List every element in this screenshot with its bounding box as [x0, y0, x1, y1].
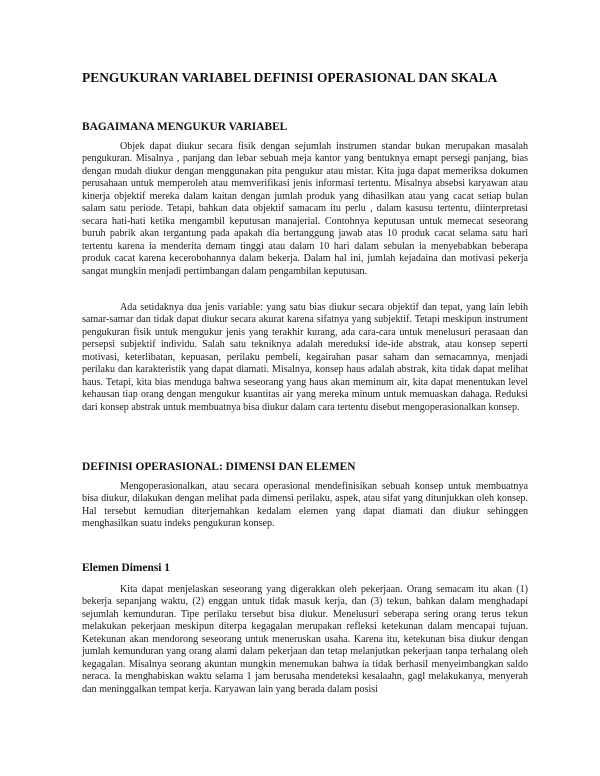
- paragraph: Objek dapat diukur secara fisik dengan sejumlah instrumen standar bukan merupakan masalah pengukuran. Misalnya , panjang dan lebar sebuah meja kantor yang bentuknya emapt persegi panjang, bias dengan mudah diukur dengan menggunakan pita pengukur atau mistar. Kita juga dapat memeriksa dokumen perusahaan untuk memperoleh atau memverifikasi jenis informasi tertentu. Misalnya absebsi karyawan atau kinerja objektif mereka dalam kaitan dengan jumlah produk yang dihasilkan atau yang cacat setiap bulan salam satu periode. Tetapi, bahkan data objektif samacam itu perlu , dalam kasusu tertentu, diinterpretasi secara hati-hati ketika mengambil keputusan manajerial. Contohnya keputusan untuk memecat seseorang buruh pabrik akan tergantung pada apakah dia bertanggung jawab atas 10 produk cacat selama satu hari tertentu karena ia menderita demam tinggi atau dalam 10 hari dalam sebulan ia menyebabkan beberapa produk cacat karena kecerobohannya dalam bekerja. Dalam hal ini, jumlah kejadaina dan motivasi pekerja sangat mungkin menjadi pertimbangan dalam pengambilan keputusan.: [82, 141, 528, 277]
- paragraph: Kita dapat menjelaskan seseorang yang digerakkan oleh pekerjaan. Orang semacam itu akan (1) bekerja sepanjang waktu, (2) enggan untuk tidak masuk kerja, dan (3) tekun, bahkan dalam menghadapi sejumlah kemunduran. Tipe perilaku tersebut bisa diukur. Menelusuri seberapa sering orang terus tekun melakukan pekerjaan meskipun diterpa kegagalan merupakan refleksi ketekunan dalam mencapai tujuan. Ketekunan akan mendorong seseorang untuk meneruskan usaha. Karena itu, ketekunan bisa diukur dengan jumlah kemunduran yang orang alami dalam pekerjaan dan tetap melanjutkan pekerjaan tanpa terhalang oleh kegagalan. Misalnya seorang akuntan mungkin menemukan bahwa ia tidak berhasil menyeimbangkan saldo neraca. Ia menghabiskan waktu selama 1 jam berusaha mendeteksi kesalaahn, gagl melakukanya, menyerah dan meninggalkan tempat kerja. Karyawan lain yang berada dalam posisi: [82, 584, 528, 695]
- paragraph: Mengoperasionalkan, atau secara operasional mendefinisikan sebuah konsep untuk membuatnya bisa diukur, dilakukan dengan melihat pada dimensi perilaku, aspek, atau sifat yang ditunjukkan oleh konsep. Hal tersebut kemudian diterjemahkan kedalam elemen yang dapat diamati dan diukur sehinggen menghasilkan suatu indeks pengukuran konsep.: [82, 481, 528, 530]
- paragraph: Ada setidaknya dua jenis variable: yang satu bias diukur secara objektif dan tepat, yang lain lebih samar-samar dan tidak dapat diukur secara akurat karena sifatnya yang subjektif. Tetapi meskipun instrument pengukuran fisik untuk mengukur jenis yang terakhir kurang, ada cara-cara untuk menelusuri perasaan dan persepsi subjektif individu. Salah satu tekniknya adalah mereduksi ide-ide abstrak, atau konsep seperti motivasi, keterlibatan, kepuasan, perilaku pembeli, kegairahan pasar saham dan semacamnya, menjadi perilaku dan karakteristik yang dapat diamati. Misalnya, konsep haus adalah abstrak, kita tidak dapat melihat haus. Tetapi, kita bias menduga bahwa seseorang yang haus akan meminum air, kita dapat menentukan level kehausan tiap orang dengan mengukur kuantitas air yang mereka minum untuk memuaskan dahaga. Reduksi dari konsep abstrak untuk membuatnya bisa diukur dalam cara tertentu disebut mengoperasionalkan konsep.: [82, 302, 528, 413]
- section-heading-3: Elemen Dimensi 1: [82, 562, 170, 574]
- section-heading-1: BAGAIMANA MENGUKUR VARIABEL: [82, 121, 288, 133]
- document-title: PENGUKURAN VARIABEL DEFINISI OPERASIONAL DAN SKALA: [82, 70, 498, 85]
- section-heading-2: DEFINISI OPERASIONAL: DIMENSI DAN ELEMEN: [82, 461, 356, 473]
